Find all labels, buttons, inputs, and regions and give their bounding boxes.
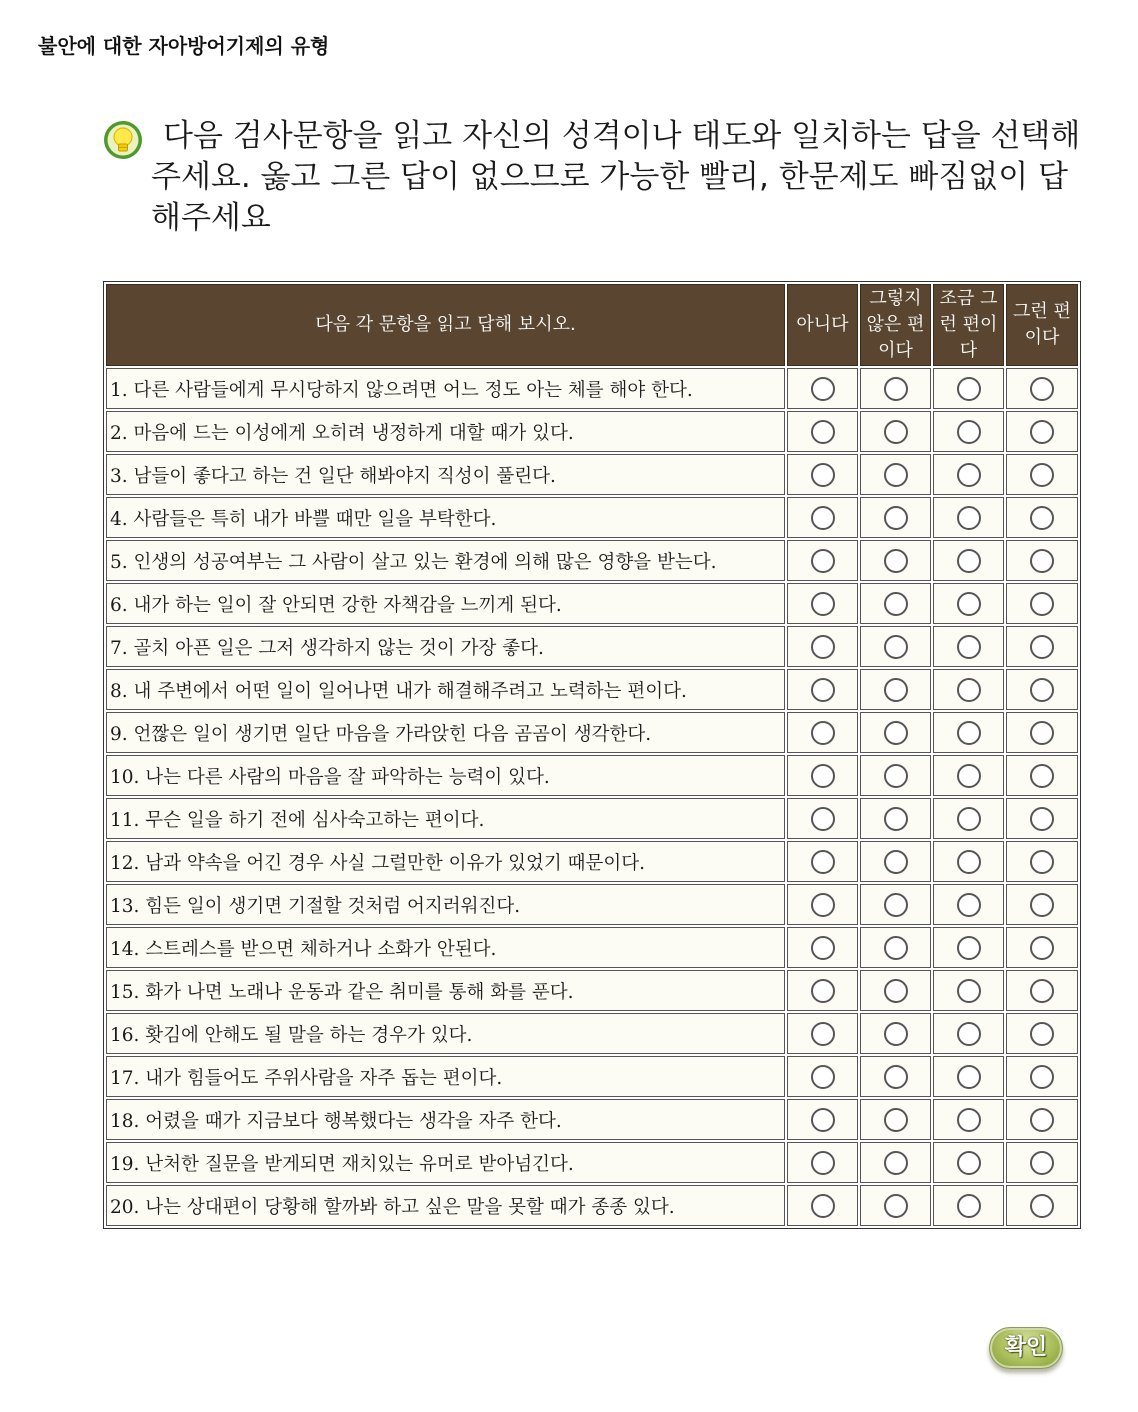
radio-mostly-no[interactable]	[884, 807, 908, 831]
radio-no[interactable]	[811, 1151, 835, 1175]
question-text: 1. 다른 사람들에게 무시당하지 않으려면 어느 정도 아는 체를 해야 한다.	[106, 368, 785, 409]
question-text: 4. 사람들은 특히 내가 바쁠 때만 일을 부탁한다.	[106, 497, 785, 538]
option-cell	[860, 1013, 931, 1054]
table-row	[106, 798, 1078, 839]
option-cell	[1006, 712, 1078, 753]
question-text: 3. 남들이 좋다고 하는 건 일단 해봐야지 직성이 풀린다.	[106, 454, 785, 495]
confirm-button[interactable]: 확인	[989, 1327, 1063, 1369]
option-cell	[933, 970, 1004, 1011]
question-text: 12. 남과 약속을 어긴 경우 사실 그럴만한 이유가 있었기 때문이다.	[106, 841, 785, 882]
question-text: 20. 나는 상대편이 당황해 할까봐 하고 싶은 말을 못할 때가 종종 있다.	[106, 1185, 785, 1226]
radio-yes[interactable]	[1030, 979, 1054, 1003]
radio-somewhat-yes[interactable]	[957, 549, 981, 573]
radio-yes[interactable]	[1030, 1194, 1054, 1218]
radio-yes[interactable]	[1030, 592, 1054, 616]
option-cell	[860, 970, 931, 1011]
radio-somewhat-yes[interactable]	[957, 377, 981, 401]
table-row	[106, 1185, 1078, 1226]
radio-mostly-no[interactable]	[884, 635, 908, 659]
radio-somewhat-yes[interactable]	[957, 463, 981, 487]
option-cell	[860, 669, 931, 710]
option-cell	[787, 1185, 858, 1226]
radio-no[interactable]	[811, 764, 835, 788]
radio-no[interactable]	[811, 549, 835, 573]
lightbulb-icon	[103, 120, 143, 160]
question-column-header: 다음 각 문항을 읽고 답해 보시오.	[106, 284, 785, 366]
radio-no[interactable]	[811, 1108, 835, 1132]
option-cell	[860, 1056, 931, 1097]
option-cell	[1006, 1142, 1078, 1183]
option-cell	[933, 411, 1004, 452]
table-row	[106, 970, 1078, 1011]
option-cell	[933, 497, 1004, 538]
radio-mostly-no[interactable]	[884, 506, 908, 530]
table-row	[106, 583, 1078, 624]
option-cell	[860, 1142, 931, 1183]
radio-yes[interactable]	[1030, 678, 1054, 702]
option-cell	[787, 368, 858, 409]
radio-yes[interactable]	[1030, 549, 1054, 573]
radio-yes[interactable]	[1030, 420, 1054, 444]
option-cell	[787, 411, 858, 452]
radio-yes[interactable]	[1030, 807, 1054, 831]
option-cell	[860, 884, 931, 925]
survey-table	[103, 281, 1081, 1229]
table-row	[106, 755, 1078, 796]
option-cell	[787, 626, 858, 667]
radio-somewhat-yes[interactable]	[957, 1022, 981, 1046]
option-cell	[860, 712, 931, 753]
question-text: 14. 스트레스를 받으면 체하거나 소화가 안된다.	[106, 927, 785, 968]
option-cell	[787, 884, 858, 925]
radio-yes[interactable]	[1030, 1022, 1054, 1046]
table-row	[106, 368, 1078, 409]
radio-mostly-no[interactable]	[884, 893, 908, 917]
radio-mostly-no[interactable]	[884, 463, 908, 487]
radio-mostly-no[interactable]	[884, 377, 908, 401]
radio-mostly-no[interactable]	[884, 721, 908, 745]
option-cell	[1006, 841, 1078, 882]
option-header-no: 아니다	[787, 284, 858, 366]
table-row	[106, 497, 1078, 538]
radio-somewhat-yes[interactable]	[957, 420, 981, 444]
option-cell	[933, 712, 1004, 753]
option-cell	[1006, 1185, 1078, 1226]
radio-somewhat-yes[interactable]	[957, 678, 981, 702]
option-cell	[933, 755, 1004, 796]
radio-no[interactable]	[811, 850, 835, 874]
radio-somewhat-yes[interactable]	[957, 764, 981, 788]
radio-yes[interactable]	[1030, 936, 1054, 960]
radio-mostly-no[interactable]	[884, 549, 908, 573]
option-cell	[933, 454, 1004, 495]
option-cell	[1006, 497, 1078, 538]
option-cell	[1006, 411, 1078, 452]
table-row	[106, 411, 1078, 452]
option-cell	[933, 583, 1004, 624]
radio-mostly-no[interactable]	[884, 678, 908, 702]
table-row	[106, 1099, 1078, 1140]
radio-somewhat-yes[interactable]	[957, 979, 981, 1003]
option-cell	[787, 454, 858, 495]
option-cell	[860, 540, 931, 581]
radio-somewhat-yes[interactable]	[957, 807, 981, 831]
option-cell	[1006, 1013, 1078, 1054]
instruction	[103, 116, 1088, 239]
option-header-yes: 그런 편이다	[1006, 284, 1078, 366]
radio-no[interactable]	[811, 635, 835, 659]
radio-yes[interactable]	[1030, 850, 1054, 874]
option-cell	[787, 1099, 858, 1140]
option-cell	[787, 712, 858, 753]
radio-mostly-no[interactable]	[884, 592, 908, 616]
option-cell	[787, 1142, 858, 1183]
table-header-row	[106, 284, 1078, 366]
page-title: 불안에 대한 자아방어기제의 유형	[38, 34, 330, 58]
radio-somewhat-yes[interactable]	[957, 1194, 981, 1218]
option-cell	[787, 669, 858, 710]
radio-mostly-no[interactable]	[884, 764, 908, 788]
option-cell	[787, 970, 858, 1011]
question-text: 2. 마음에 드는 이성에게 오히려 냉정하게 대할 때가 있다.	[106, 411, 785, 452]
table-row	[106, 712, 1078, 753]
option-cell	[933, 669, 1004, 710]
radio-no[interactable]	[811, 807, 835, 831]
radio-somewhat-yes[interactable]	[957, 506, 981, 530]
table-row	[106, 1142, 1078, 1183]
radio-no[interactable]	[811, 893, 835, 917]
radio-no[interactable]	[811, 463, 835, 487]
radio-somewhat-yes[interactable]	[957, 893, 981, 917]
option-cell	[933, 884, 1004, 925]
option-cell	[1006, 540, 1078, 581]
question-text: 10. 나는 다른 사람의 마음을 잘 파악하는 능력이 있다.	[106, 755, 785, 796]
question-text: 7. 골치 아픈 일은 그저 생각하지 않는 것이 가장 좋다.	[106, 626, 785, 667]
table-row	[106, 669, 1078, 710]
option-cell	[1006, 884, 1078, 925]
radio-yes[interactable]	[1030, 721, 1054, 745]
option-cell	[933, 927, 1004, 968]
question-text: 11. 무슨 일을 하기 전에 심사숙고하는 편이다.	[106, 798, 785, 839]
option-cell	[860, 411, 931, 452]
option-cell	[933, 1056, 1004, 1097]
table-row	[106, 841, 1078, 882]
question-text: 6. 내가 하는 일이 잘 안되면 강한 자책감을 느끼게 된다.	[106, 583, 785, 624]
radio-mostly-no[interactable]	[884, 979, 908, 1003]
option-cell	[1006, 1099, 1078, 1140]
option-cell	[860, 798, 931, 839]
radio-no[interactable]	[811, 979, 835, 1003]
radio-somewhat-yes[interactable]	[957, 721, 981, 745]
option-cell	[1006, 583, 1078, 624]
radio-mostly-no[interactable]	[884, 936, 908, 960]
table-row	[106, 1056, 1078, 1097]
option-cell	[860, 927, 931, 968]
radio-somewhat-yes[interactable]	[957, 1151, 981, 1175]
table-row	[106, 927, 1078, 968]
option-cell	[933, 1142, 1004, 1183]
radio-mostly-no[interactable]	[884, 1108, 908, 1132]
radio-yes[interactable]	[1030, 1065, 1054, 1089]
question-text: 19. 난처한 질문을 받게되면 재치있는 유머로 받아넘긴다.	[106, 1142, 785, 1183]
option-cell	[787, 497, 858, 538]
question-text: 8. 내 주변에서 어떤 일이 일어나면 내가 해결해주려고 노력하는 편이다.	[106, 669, 785, 710]
radio-somewhat-yes[interactable]	[957, 1108, 981, 1132]
radio-yes[interactable]	[1030, 506, 1054, 530]
option-cell	[1006, 927, 1078, 968]
question-text: 15. 화가 나면 노래나 운동과 같은 취미를 통해 화를 푼다.	[106, 970, 785, 1011]
option-cell	[787, 927, 858, 968]
instruction-text: 다음 검사문항을 읽고 자신의 성격이나 태도와 일치하는 답을 선택해 주세요. 옳고 그른 답이 없으므로 가능한 빨리, 한문제도 빠짐없이 답해주세요	[151, 118, 1081, 236]
table-row	[106, 884, 1078, 925]
radio-no[interactable]	[811, 420, 835, 444]
radio-somewhat-yes[interactable]	[957, 850, 981, 874]
radio-no[interactable]	[811, 936, 835, 960]
radio-no[interactable]	[811, 1065, 835, 1089]
option-cell	[787, 583, 858, 624]
option-cell	[860, 454, 931, 495]
radio-no[interactable]	[811, 506, 835, 530]
radio-mostly-no[interactable]	[884, 1022, 908, 1046]
question-text: 5. 인생의 성공여부는 그 사람이 살고 있는 환경에 의해 많은 영향을 받는다.	[106, 540, 785, 581]
option-cell	[1006, 368, 1078, 409]
radio-no[interactable]	[811, 1194, 835, 1218]
option-cell	[1006, 626, 1078, 667]
question-text: 17. 내가 힘들어도 주위사람을 자주 돕는 편이다.	[106, 1056, 785, 1097]
question-text: 9. 언짢은 일이 생기면 일단 마음을 가라앉힌 다음 곰곰이 생각한다.	[106, 712, 785, 753]
option-cell	[860, 1185, 931, 1226]
option-cell	[1006, 669, 1078, 710]
option-cell	[787, 540, 858, 581]
radio-yes[interactable]	[1030, 1108, 1054, 1132]
radio-yes[interactable]	[1030, 377, 1054, 401]
radio-no[interactable]	[811, 1022, 835, 1046]
option-cell	[933, 1099, 1004, 1140]
option-cell	[860, 497, 931, 538]
option-cell	[860, 1099, 931, 1140]
radio-mostly-no[interactable]	[884, 420, 908, 444]
survey-body	[106, 368, 1078, 1226]
radio-no[interactable]	[811, 678, 835, 702]
option-cell	[933, 1013, 1004, 1054]
option-cell	[860, 755, 931, 796]
option-cell	[1006, 454, 1078, 495]
option-cell	[787, 798, 858, 839]
table-row	[106, 626, 1078, 667]
table-row	[106, 1013, 1078, 1054]
radio-yes[interactable]	[1030, 1151, 1054, 1175]
option-cell	[933, 540, 1004, 581]
radio-somewhat-yes[interactable]	[957, 936, 981, 960]
radio-mostly-no[interactable]	[884, 850, 908, 874]
radio-mostly-no[interactable]	[884, 1194, 908, 1218]
question-text: 18. 어렸을 때가 지금보다 행복했다는 생각을 자주 한다.	[106, 1099, 785, 1140]
option-header-somewhat-yes: 조금 그런 편이다	[933, 284, 1004, 366]
table-row	[106, 540, 1078, 581]
option-cell	[860, 626, 931, 667]
option-cell	[860, 368, 931, 409]
radio-somewhat-yes[interactable]	[957, 635, 981, 659]
radio-no[interactable]	[811, 377, 835, 401]
radio-somewhat-yes[interactable]	[957, 592, 981, 616]
option-cell	[860, 841, 931, 882]
radio-no[interactable]	[811, 721, 835, 745]
option-cell	[1006, 1056, 1078, 1097]
radio-yes[interactable]	[1030, 463, 1054, 487]
option-cell	[933, 368, 1004, 409]
question-text: 16. 홧김에 안해도 될 말을 하는 경우가 있다.	[106, 1013, 785, 1054]
option-cell	[787, 1013, 858, 1054]
option-cell	[787, 1056, 858, 1097]
option-header-mostly-no: 그렇지 않은 편이다	[860, 284, 931, 366]
radio-somewhat-yes[interactable]	[957, 1065, 981, 1089]
radio-yes[interactable]	[1030, 893, 1054, 917]
option-cell	[1006, 755, 1078, 796]
radio-mostly-no[interactable]	[884, 1065, 908, 1089]
option-cell	[1006, 798, 1078, 839]
option-cell	[1006, 970, 1078, 1011]
radio-mostly-no[interactable]	[884, 1151, 908, 1175]
radio-yes[interactable]	[1030, 764, 1054, 788]
option-cell	[787, 755, 858, 796]
option-cell	[933, 626, 1004, 667]
radio-yes[interactable]	[1030, 635, 1054, 659]
option-cell	[933, 1185, 1004, 1226]
table-row	[106, 454, 1078, 495]
option-cell	[787, 841, 858, 882]
option-cell	[860, 583, 931, 624]
question-text: 13. 힘든 일이 생기면 기절할 것처럼 어지러워진다.	[106, 884, 785, 925]
option-cell	[933, 841, 1004, 882]
option-cell	[933, 798, 1004, 839]
radio-no[interactable]	[811, 592, 835, 616]
